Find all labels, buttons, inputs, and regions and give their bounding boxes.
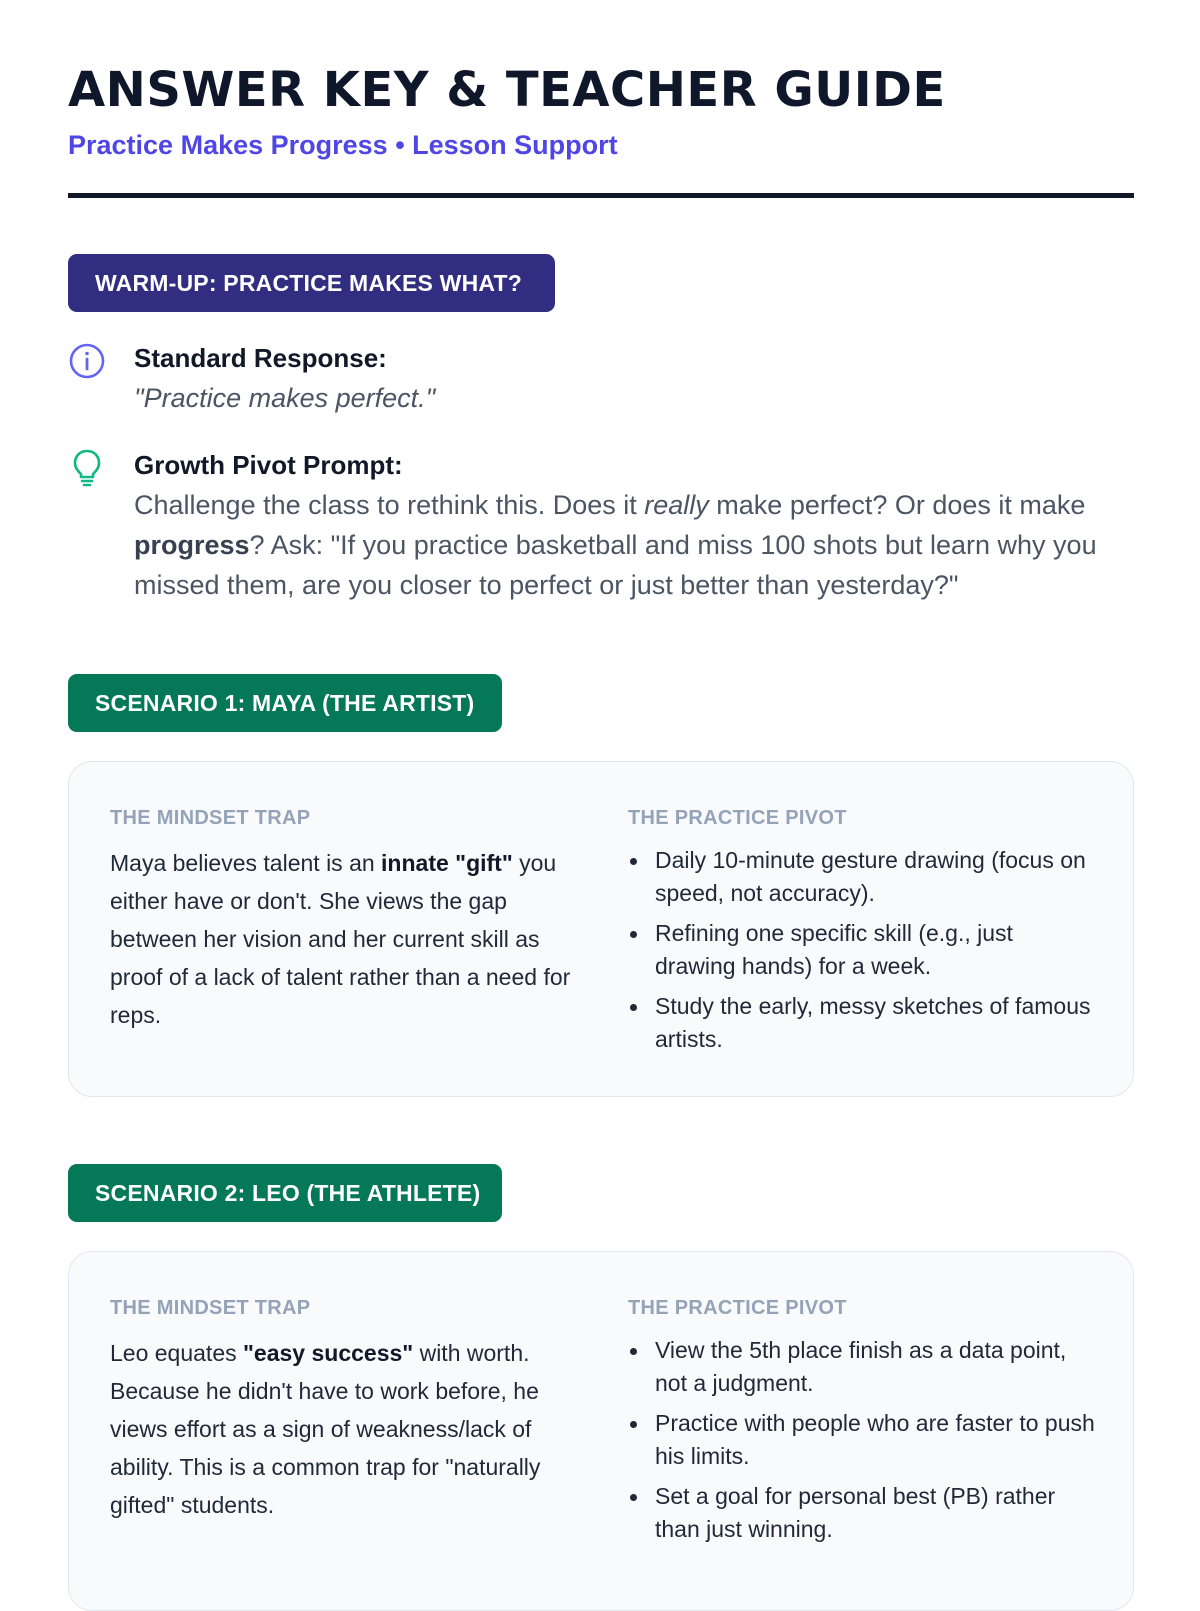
practice-pivot-column (628, 1294, 1098, 1553)
scenario-1-card (68, 761, 1134, 1097)
scenario-2-card (68, 1251, 1134, 1611)
warmup-heading: WARM-UP: PRACTICE MAKES WHAT? (68, 254, 555, 312)
lightbulb-icon (68, 447, 108, 487)
mindset-trap-text (110, 844, 580, 1034)
list-item: View the 5th place finish as a data point, not a judgment. (628, 1334, 1098, 1400)
info-icon (68, 340, 108, 380)
page-subtitle: Practice Makes Progress • Lesson Support (68, 130, 618, 160)
mindset-trap-text (110, 1334, 580, 1524)
trap-text-part: you either have or don't. She views the gap between her vision and her current skill as proof of a lack of talent rather than a need for reps. (110, 850, 571, 1028)
practice-pivot-list (628, 1334, 1098, 1546)
growth-pivot-text (134, 485, 1134, 605)
practice-pivot-column (628, 804, 1098, 1063)
practice-pivot-label: THE PRACTICE PIVOT (628, 1297, 847, 1319)
mindset-trap-column (110, 804, 580, 1034)
list-item: Daily 10-minute gesture drawing (focus on speed, not accuracy). (628, 844, 1098, 910)
growth-pivot-emphasis: really (644, 490, 709, 520)
mindset-trap-label: THE MINDSET TRAP (110, 1297, 311, 1319)
growth-pivot-text-part: make perfect? Or does it make (708, 490, 1086, 520)
list-item: Set a goal for personal best (PB) rather than just winning. (628, 1480, 1098, 1546)
mindset-trap-column (110, 1294, 580, 1524)
growth-pivot-label: Growth Pivot Prompt: (134, 450, 403, 480)
standard-response-label: Standard Response: (134, 343, 387, 373)
trap-text-part: Leo equates (110, 1340, 244, 1366)
growth-pivot-bold: progress (134, 530, 250, 560)
growth-pivot-text-part: Challenge the class to rethink this. Does it (134, 490, 645, 520)
list-item: Study the early, messy sketches of famous artists. (628, 990, 1098, 1056)
growth-pivot-text-part: ? Ask: "If you practice basketball and miss 100 shots but learn why you missed them, are you closer to perfect or just better than yesterday?" (134, 530, 1097, 600)
practice-pivot-list (628, 844, 1098, 1056)
trap-text-bold: innate "gift" (381, 850, 513, 876)
header-divider (68, 193, 1134, 198)
list-item: Practice with people who are faster to push his limits. (628, 1407, 1098, 1473)
list-item: Refining one specific skill (e.g., just drawing hands) for a week. (628, 917, 1098, 983)
page-title: ANSWER KEY & TEACHER GUIDE (68, 62, 946, 118)
standard-response-quote: "Practice makes perfect." (134, 383, 436, 413)
trap-text-bold: "easy success" (243, 1340, 414, 1366)
mindset-trap-label: THE MINDSET TRAP (110, 807, 311, 829)
trap-text-part: with worth. Because he didn't have to work before, he views effort as a sign of weakness/lack of ability. This is a common trap for "naturally gifted" students. (110, 1340, 541, 1518)
scenario-2-heading: SCENARIO 2: LEO (THE ATHLETE) (68, 1164, 502, 1222)
scenario-1-heading: SCENARIO 1: MAYA (THE ARTIST) (68, 674, 502, 732)
trap-text-part: Maya believes talent is an (110, 850, 382, 876)
practice-pivot-label: THE PRACTICE PIVOT (628, 807, 847, 829)
